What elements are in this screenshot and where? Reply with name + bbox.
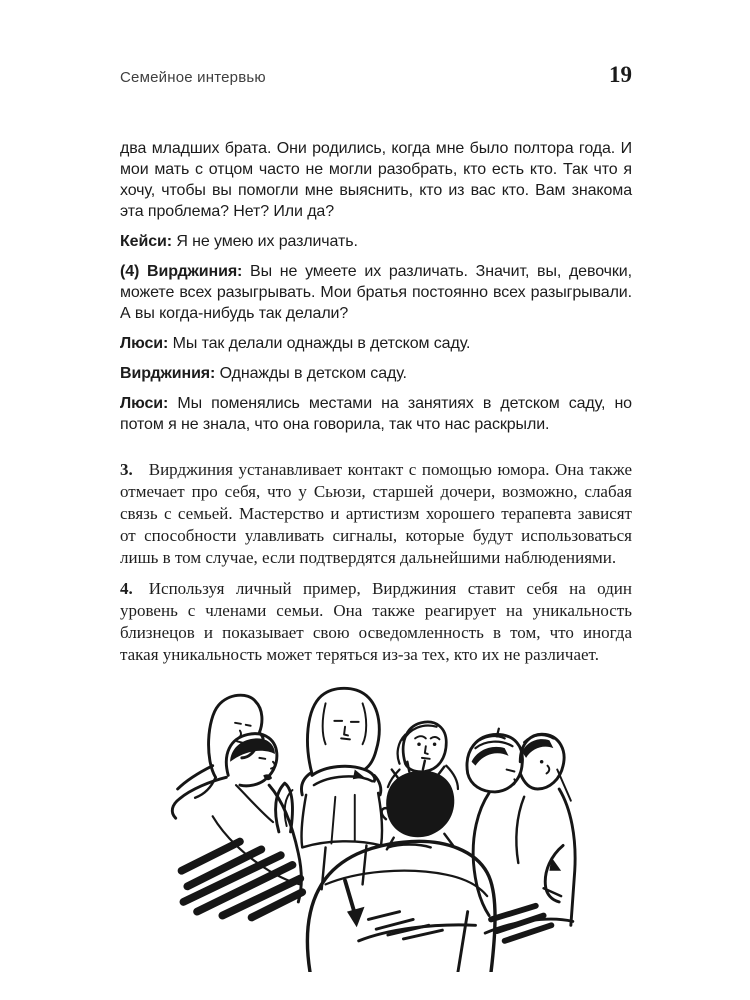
dialogue-paragraph-virginia-4 [120, 261, 632, 324]
page-header [120, 62, 632, 88]
dialogue-paragraph-lucy-1 [120, 333, 632, 354]
running-title: Семейное интервью [120, 69, 266, 86]
speaker-name: Люси: [120, 395, 169, 412]
dialogue-text: Однажды в детском саду. [219, 365, 407, 382]
speaker-name: Кейси: [120, 233, 172, 250]
commentary-paragraph-4 [120, 578, 632, 666]
speaker-name: Люси: [120, 335, 169, 352]
commentary-paragraph-3 [120, 459, 632, 569]
dialogue-paragraph-lucy-2 [120, 393, 632, 435]
commentary-text: Используя личный пример, Вирджиния ставит себя на один уровень с членами семьи. Она также реагирует на уникальность близнецов и показывает свою осведомленность в том, что иногда такая уникальность может теряться из-за тех, кто их не различает. [120, 579, 632, 664]
commentary-text: Вирджиния устанавливает контакт с помощью юмора. Она также отмечает про себя, что у Сьюзи, старшей дочери, возможно, слабая связь с семьей. Мастерство и артистизм хорошего терапевта зависят от способности улавливать сигналы, которые будут использоваться лишь в том случае, если подтвердятся дальнейшими наблюдениями. [120, 460, 632, 567]
dialogue-paragraph-virginia [120, 363, 632, 384]
page-content [120, 138, 632, 972]
family-therapy-illustration [148, 680, 618, 972]
dialogue-text: Вы не умеете их различать. Значит, вы, девочки, можете всех разыгрывать. Мои братья постоянно всех разыгрывали. А вы когда-нибудь так делали? [120, 263, 632, 322]
dialogue-paragraph-continuation [120, 138, 632, 222]
dialogue-paragraph-kasey [120, 231, 632, 252]
group-sketch-svg [148, 680, 618, 972]
commentary-section [120, 459, 632, 666]
page-number: 19 [609, 62, 632, 87]
commentary-number: 3. [120, 460, 133, 479]
speaker-name: (4) Вирджиния: [120, 263, 243, 280]
dialogue-text: Я не умею их различать. [176, 233, 358, 250]
commentary-number: 4. [120, 579, 133, 598]
dialogue-text: Мы так делали однажды в детском саду. [172, 335, 471, 352]
dialogue-text: Мы поменялись местами на занятиях в детском саду, но потом я не знала, что она говорила, так что нас раскрыли. [120, 395, 632, 433]
figure-foreground-back [307, 761, 495, 972]
dialogue-text: два младших брата. Они родились, когда мне было полтора года. И мои мать с отцом часто не могли разобрать, кто есть кто. Так что я хочу, чтобы вы помогли мне выяснить, кто из вас кто. Вам знакома эта проблема? Нет? Или да? [120, 140, 632, 220]
speaker-name: Вирджиния: [120, 365, 216, 382]
figure-center-woman [301, 688, 382, 889]
figure-right-pair [467, 729, 575, 941]
